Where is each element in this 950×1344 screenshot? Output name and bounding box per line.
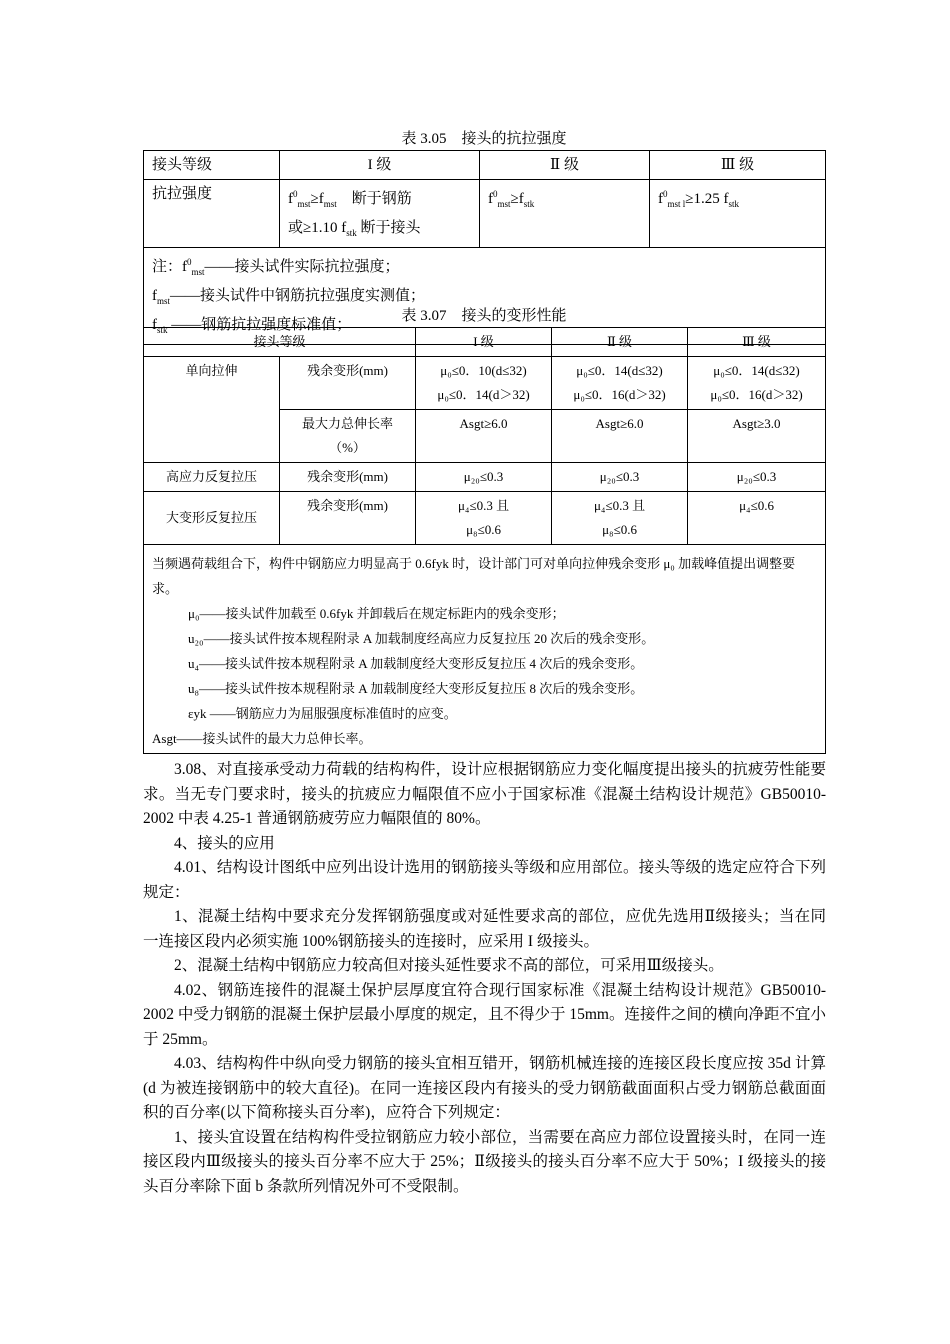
row-label: 抗拉强度 [144, 180, 280, 248]
value-cell: Asgt≥3.0 [688, 410, 826, 463]
grade-2-strength: $f^0_{mst}\ge f_{stk}$ [480, 180, 650, 248]
paragraph: 1、混凝土结构中要求充分发挥钢筋强度或对延性要求高的部位，应优先选用Ⅱ级接头；当在同一连接区段内必须实施 100%钢筋接头的连接时，应采用 I 级接头。 [143, 908, 826, 950]
header-cell: Ⅱ 级 [552, 328, 688, 357]
body-text [143, 758, 826, 1199]
paragraph: 1、接头宜设置在结构构件受拉钢筋应力较小部位，当需要在高应力部位设置接头时，在同一连接区段内Ⅲ级接头的接头百分率不应大于 25%；Ⅱ级接头的接头百分率不应大于 50%；I 级接头的接头百分率除下面 b 条款所列情况外可不受限制。 [143, 1128, 826, 1195]
note-line: μ₀——接头试件加载至 0.6fyk 并卸载后在规定标距内的残余变形； [188, 606, 565, 621]
grade-3-strength: $f^0_{mst l}\ge 1.25$ $f_{stk}$ [650, 180, 826, 248]
note-line: 当频遇荷载组合下，构件中钢筋应力明显高于 0.6fyk 时，设计部门可对单向拉伸残余变形 μ₀ 加载峰值提出调整要求。 [152, 556, 796, 596]
table-row [144, 545, 826, 754]
value-cell: μ₀≤0．10(d≤32) μ₀≤0．14(d＞32) [416, 357, 552, 410]
note-line: u₂₀——接头试件按本规程附录 A 加载制度经高应力反复拉压 20 次后的残余变形。 [188, 631, 655, 646]
note-line: u₈——接头试件按本规程附录 A 加载制度经大变形反复拉压 8 次后的残余变形。 [188, 681, 644, 696]
value-cell: μ₀≤0．14(d≤32) μ₀≤0．16(d＞32) [552, 357, 688, 410]
table-row [144, 492, 826, 545]
header-cell: 接头等级 [144, 328, 416, 357]
value-cell: μ₂₀≤0.3 [552, 463, 688, 492]
item-cell: 残余变形(mm) [280, 463, 416, 492]
value-cell: μ₄≤0.3 且 μ₈≤0.6 [416, 492, 552, 545]
table-row [144, 357, 826, 410]
table-notes [144, 545, 826, 754]
category-cell: 大变形反复拉压 [144, 492, 280, 545]
table-row [144, 151, 826, 180]
table-row [144, 180, 826, 248]
note-line: Asgt——接头试件的最大力总伸长率。 [152, 731, 372, 746]
note-line: u₄——接头试件按本规程附录 A 加载制度经大变形反复拉压 4 次后的残余变形。 [188, 656, 644, 671]
value-cell: μ₄≤0.6 [688, 492, 826, 545]
paragraph: 4.03、结构构件中纵向受力钢筋的接头宜相互错开，钢筋机械连接的连接区段长度应按 35d 计算(d 为被连接钢筋中的较大直径)。在同一连接区段内有接头的受力钢筋截面面积占受力钢筋总截面面积的百分率(以下简称接头百分率)，应符合下列规定： [143, 1055, 826, 1121]
grade-1-strength: $f^0_{mst}\ge f_{mst}$ 断于钢筋 或≥1.10 $f_{stk}$ 断于接头 [280, 180, 480, 248]
paragraph: 2、混凝土结构中钢筋应力较高但对接头延性要求不高的部位，可采用Ⅲ级接头。 [174, 957, 724, 974]
header-cell: I 级 [416, 328, 552, 357]
value-cell: Asgt≥6.0 [552, 410, 688, 463]
value-cell: μ₂₀≤0.3 [416, 463, 552, 492]
table-307-caption: 表 3.07 接头的变形性能 [401, 308, 567, 324]
header-cell: 接头等级 [144, 151, 280, 180]
category-cell: 高应力反复拉压 [144, 463, 280, 492]
header-cell: Ⅲ 级 [688, 328, 826, 357]
header-cell: Ⅲ 级 [650, 151, 826, 180]
item-cell: 残余变形(mm) [280, 492, 416, 545]
table-305-caption: 表 3.05 接头的抗拉强度 [401, 131, 567, 147]
item-cell: 残余变形(mm) [280, 357, 416, 410]
item-cell: 最大力总伸长率（%） [280, 410, 416, 463]
paragraph: 4.02、钢筋连接件的混凝土保护层厚度宜符合现行国家标准《混凝土结构设计规范》GB50010-2002 中受力钢筋的混凝土保护层最小厚度的规定，且不得少于 15mm。连接件之间的横向净距不宜小于 25mm。 [143, 981, 826, 1048]
paragraph: 4、接头的应用 [174, 834, 275, 852]
header-cell: I 级 [280, 151, 480, 180]
value-cell: Asgt≥6.0 [416, 410, 552, 463]
value-cell: μ₄≤0.3 且 μ₈≤0.6 [552, 492, 688, 545]
category-cell: 单向拉伸 [144, 357, 280, 463]
header-cell: Ⅱ 级 [480, 151, 650, 180]
table-307 [143, 327, 826, 754]
table-row [144, 463, 826, 492]
table-notes: 注：$f^0_{mst}——$接头试件实际抗拉强度； $f_{mst}——$接头试件中钢筋抗拉强度实测值； $f_{stk}$ ——钢筋抗拉强度标准值； [144, 248, 826, 345]
value-cell: μ₂₀≤0.3 [688, 463, 826, 492]
paragraph: 3.08、对直接承受动力荷载的结构构件，设计应根据钢筋应力变化幅度提出接头的抗疲劳性能要求。当无专门要求时，接头的抗疲应力幅限值不应小于国家标准《混凝土结构设计规范》GB50010-2002 中表 4.25-1 普通钢筋疲劳应力幅限值的 80%。 [143, 761, 826, 827]
table-row [144, 328, 826, 357]
paragraph: 4.01、结构设计图纸中应列出设计选用的钢筋接头等级和应用部位。接头等级的选定应符合下列规定： [143, 859, 826, 901]
value-cell: μ₀≤0．14(d≤32) μ₀≤0．16(d＞32) [688, 357, 826, 410]
note-line: εyk ——钢筋应力为屈服强度标准值时的应变。 [188, 706, 457, 721]
